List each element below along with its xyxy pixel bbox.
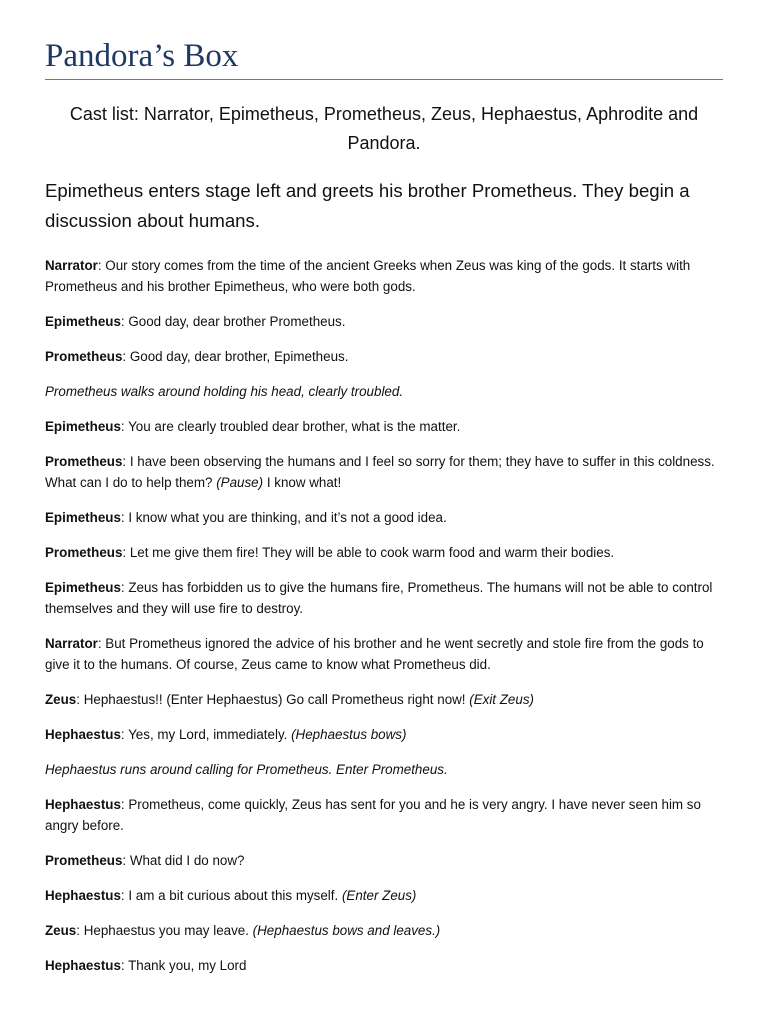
dialogue-line: [45, 311, 723, 332]
cast-list: Cast list: Narrator, Epimetheus, Prometheus, Zeus, Hephaestus, Aphrodite and Pandora.: [69, 104, 699, 153]
dialogue-line: [45, 507, 723, 528]
speaker-name: Epimetheus: [45, 579, 121, 595]
dialogue-line: [45, 955, 723, 976]
speaker-name: Hephaestus: [45, 726, 121, 742]
speaker-name: Narrator: [45, 257, 98, 273]
stage-direction-text: Prometheus walks around holding his head, clearly troubled.: [45, 383, 404, 399]
speaker-name: Epimetheus: [45, 509, 121, 525]
stage-direction: [45, 759, 723, 780]
dialogue-text: : What did I do now?: [122, 852, 245, 868]
dialogue-line: [45, 689, 723, 710]
speaker-name: Zeus: [45, 691, 77, 707]
stage-direction-text: (Hephaestus bows): [291, 726, 407, 742]
speaker-name: Hephaestus: [45, 957, 121, 973]
dialogue-text: : Good day, dear brother, Epimetheus.: [122, 348, 349, 364]
dialogue-text: : But Prometheus ignored the advice of his brother and he went secretly and stole fire from the gods to give it to the humans. Of course, Zeus came to know what Prometheus did.: [45, 635, 704, 672]
dialogue-text: : Our story comes from the time of the ancient Greeks when Zeus was king of the gods. It starts with Prometheus and his brother Epimetheus, who were both gods.: [45, 257, 691, 294]
dialogue-line: [45, 724, 723, 745]
dialogue-line: [45, 416, 723, 437]
stage-direction-text: (Enter Zeus): [341, 887, 417, 903]
speaker-name: Prometheus: [45, 348, 123, 364]
dialogue-text: : Good day, dear brother Prometheus.: [120, 313, 346, 329]
speaker-name: Zeus: [45, 922, 77, 938]
dialogue-text: I know what!: [263, 474, 342, 490]
dialogue-text: : Hephaestus!! (Enter Hephaestus) Go call Prometheus right now!: [76, 691, 470, 707]
dialogue-text: : Hephaestus you may leave.: [76, 922, 253, 938]
dialogue-text: : Yes, my Lord, immediately.: [120, 726, 292, 742]
dialogue-line: [45, 346, 723, 367]
dialogue-line: [45, 633, 723, 675]
stage-direction-text: Hephaestus runs around calling for Prometheus. Enter Prometheus.: [45, 761, 448, 777]
intro-paragraph: Epimetheus enters stage left and greets his brother Prometheus. They begin a discussion about humans.: [45, 180, 690, 231]
speaker-name: Prometheus: [45, 852, 123, 868]
dialogue-text: : Let me give them fire! They will be able to cook warm food and warm their bodies.: [122, 544, 615, 560]
dialogue-text: : I am a bit curious about this myself.: [120, 887, 342, 903]
dialogue-line: [45, 794, 723, 836]
dialogue-text: : Thank you, my Lord: [120, 957, 247, 973]
stage-direction-text: (Exit Zeus): [469, 691, 534, 707]
dialogue-line: [45, 542, 723, 563]
dialogue-text: : Prometheus, come quickly, Zeus has sent for you and he is very angry. I have never seen him so angry before.: [45, 796, 701, 833]
dialogue-text: : You are clearly troubled dear brother, what is the matter.: [120, 418, 461, 434]
speaker-name: Prometheus: [45, 544, 123, 560]
dialogue-text: : I have been observing the humans and I feel so sorry for them; they have to suffer in this coldness. What can I do to help them?: [45, 453, 715, 490]
dialogue-line: [45, 255, 723, 297]
script-lines: [45, 255, 723, 976]
dialogue-line: [45, 850, 723, 871]
speaker-name: Hephaestus: [45, 887, 121, 903]
dialogue-text: : I know what you are thinking, and it’s not a good idea.: [120, 509, 447, 525]
dialogue-line: [45, 885, 723, 906]
dialogue-text: : Zeus has forbidden us to give the humans fire, Prometheus. The humans will not be able to control themselves and they will use fire to destroy.: [45, 579, 713, 616]
speaker-name: Narrator: [45, 635, 98, 651]
stage-direction: [45, 381, 723, 402]
speaker-name: Hephaestus: [45, 796, 121, 812]
title-underline: [45, 79, 723, 80]
dialogue-line: [45, 451, 723, 493]
stage-direction-text: (Hephaestus bows and leaves.): [252, 922, 441, 938]
dialogue-line: [45, 577, 723, 619]
document-title: Pandora’s Box: [45, 38, 239, 74]
speaker-name: Epimetheus: [45, 418, 121, 434]
speaker-name: Epimetheus: [45, 313, 121, 329]
stage-direction-text: (Pause): [216, 474, 264, 490]
speaker-name: Prometheus: [45, 453, 123, 469]
dialogue-line: [45, 920, 723, 941]
